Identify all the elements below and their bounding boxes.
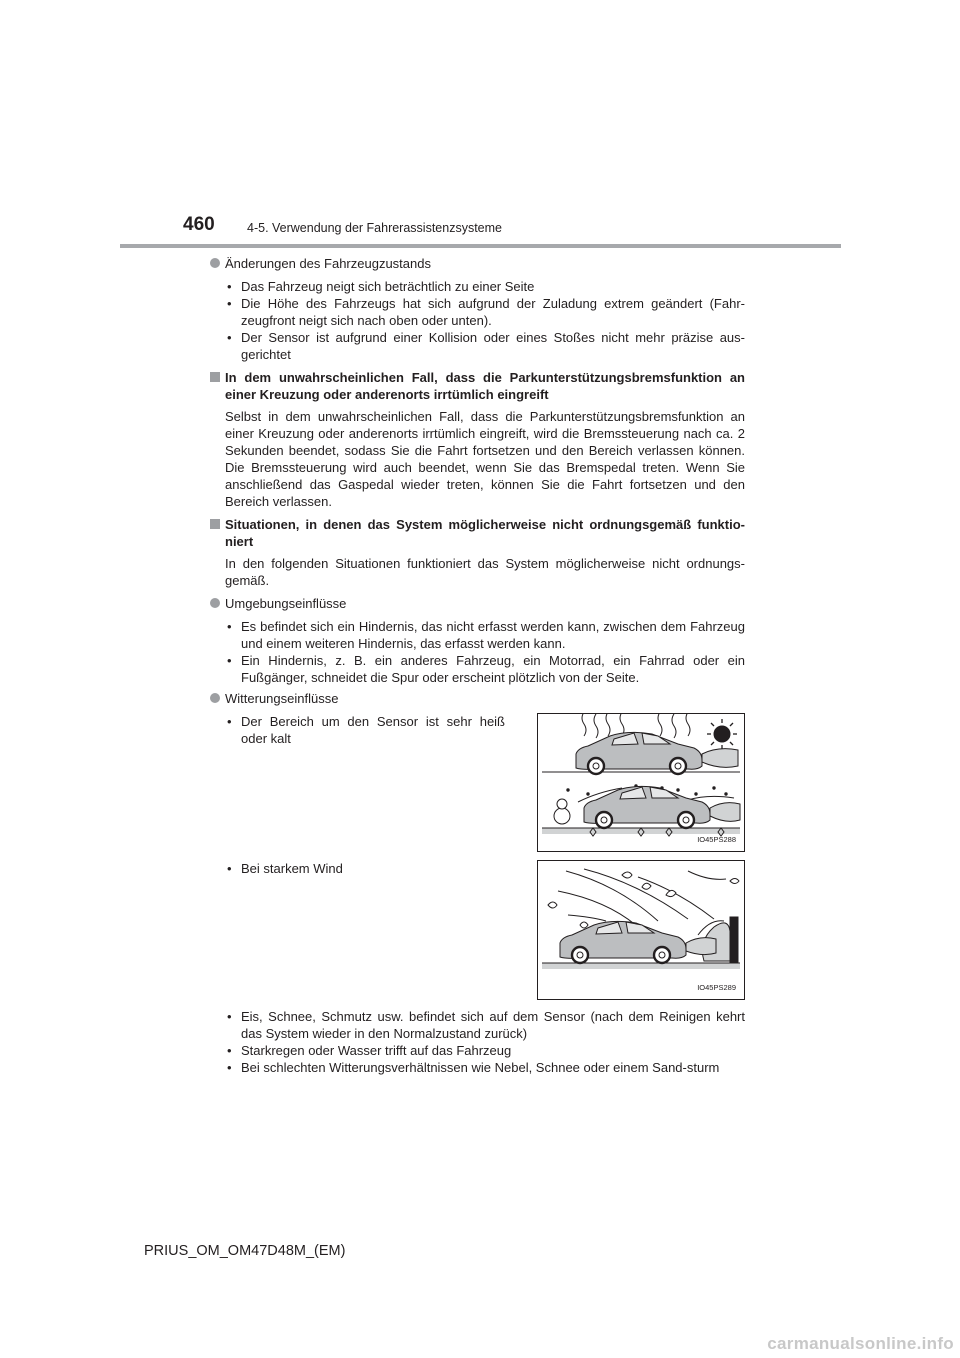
figure-code: IO45PS288 xyxy=(697,835,736,844)
situations-heading-item xyxy=(210,516,745,550)
unlikely-heading-item xyxy=(210,369,745,403)
section-title: 4-5. Verwendung der Fahrerassistenzsysteme xyxy=(247,221,502,235)
list-item: • Bei schlechten Witterungsverhältnissen wie Nebel, Schnee oder einem Sand-sturm xyxy=(225,1059,745,1076)
list-item: • Eis, Schnee, Schmutz usw. befindet sich auf dem Sensor (nach dem Reinigen kehrt das System wieder in den Normalzustand zurück) xyxy=(225,1008,745,1042)
page-content xyxy=(210,255,745,1076)
footer-doc-code: PRIUS_OM_OM47D48M_(EM) xyxy=(144,1243,346,1259)
sensor-temperature-illustration xyxy=(537,713,745,852)
unlikely-heading: In dem unwahrscheinlichen Fall, dass die Parkunterstützungsbremsfunktion an einer Kreuzung oder anderenorts irrtümlich eingreift xyxy=(225,370,745,402)
list-item: • Der Sensor ist aufgrund einer Kollision oder eines Stoßes nicht mehr präzise aus-gerichtet xyxy=(225,329,745,363)
vehicle-state-item xyxy=(210,255,745,272)
environment-list xyxy=(210,618,745,686)
environment-item xyxy=(210,595,745,612)
weather-list-temperature xyxy=(210,713,505,747)
header-rule xyxy=(120,244,841,248)
list-item: • Die Höhe des Fahrzeugs hat sich aufgrund der Zuladung extrem geändert (Fahr-zeugfront neigt sich nach oben oder unten). xyxy=(225,295,745,329)
list-item: • Starkregen oder Wasser trifft auf das Fahrzeug xyxy=(225,1042,745,1059)
weather-list-wind xyxy=(210,860,505,877)
list-item: • Bei starkem Wind xyxy=(225,860,505,877)
vehicle-state-list xyxy=(210,278,745,363)
strong-wind-illustration xyxy=(537,860,745,1000)
situations-body: In den folgenden Situationen funktioniert das System möglicherweise nicht ordnungs-gemäß. xyxy=(225,556,745,588)
list-item: • Ein Hindernis, z. B. ein anderes Fahrzeug, ein Motorrad, ein Fahrrad oder ein Fußgänger, schneidet die Spur oder erscheint plötzlich von der Seite. xyxy=(225,652,745,686)
circle-bullet-icon xyxy=(210,258,220,268)
situations-heading: Situationen, in denen das System möglicherweise nicht ordnungsgemäß funktio-niert xyxy=(225,517,745,549)
list-item: • Der Bereich um den Sensor ist sehr heiß oder kalt xyxy=(225,713,505,747)
environment-title: Umgebungseinflüsse xyxy=(225,596,347,611)
figure-code: IO45PS289 xyxy=(697,983,736,992)
list-item: • Das Fahrzeug neigt sich beträchtlich zu einer Seite xyxy=(225,278,745,295)
figure-row-wind xyxy=(210,860,745,1000)
weather-list xyxy=(210,1008,745,1076)
weather-item xyxy=(210,690,745,707)
figure-row-temperature xyxy=(210,713,745,852)
square-bullet-icon xyxy=(210,519,220,529)
square-bullet-icon xyxy=(210,372,220,382)
unlikely-body: Selbst in dem unwahrscheinlichen Fall, dass die Parkunterstützungsbremsfunktion an einer Kreuzung oder anderenorts irrtümlich eingreift, wird die Bremssteuerung nach ca. 2 Sekunden beendet, sodass Sie die Fahrt fortsetzen und den Bereich verlassen können. Die Bremssteuerung wird auch beendet, wenn Sie das Bremspedal treten. Wenn Sie anschließend das Gaspedal wieder treten, können Sie die Fahrt fortsetzen und den Bereich verlassen. xyxy=(225,409,745,509)
circle-bullet-icon xyxy=(210,598,220,608)
list-item: • Es befindet sich ein Hindernis, das nicht erfasst werden kann, zwischen dem Fahrzeug und einem weiteren Hindernis, das erfasst werden kann. xyxy=(225,618,745,652)
page-number: 460 xyxy=(183,214,215,235)
circle-bullet-icon xyxy=(210,693,220,703)
weather-title: Witterungseinflüsse xyxy=(225,691,339,706)
watermark: carmanualsonline.info xyxy=(767,1334,954,1353)
vehicle-state-title: Änderungen des Fahrzeugzustands xyxy=(225,256,431,271)
